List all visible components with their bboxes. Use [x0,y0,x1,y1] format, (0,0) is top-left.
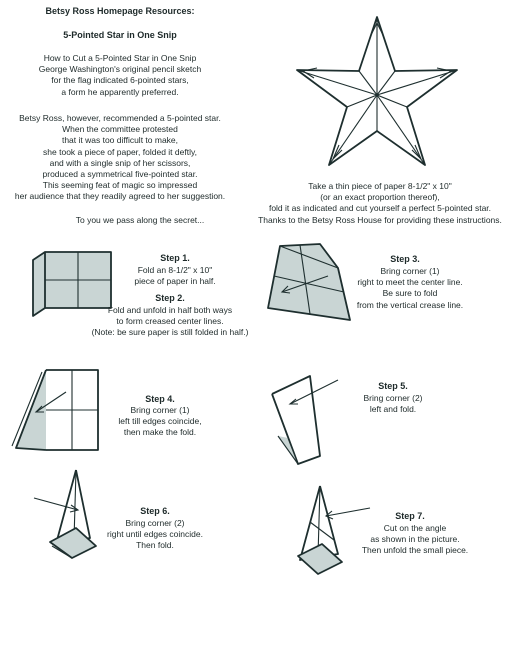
fold-diagram-5 [268,372,348,472]
step-7-text: Cut on the angle as shown in the picture. Then unfold the small piece. [361,523,469,556]
step-5-title: Step 5. [378,381,408,391]
step-3-text: Bring corner (1) right to meet the center line. Be sure to fold from the vertical crease line. [356,266,464,310]
intro-paragraph-3: To you we pass along the secret... [75,215,205,225]
step-7-title: Step 7. [395,511,425,521]
page-subtitle: 5-Pointed Star in One Snip [63,30,177,40]
step-6-title: Step 6. [140,506,170,516]
step-2-title: Step 2. [155,293,185,303]
step-6-text: Bring corner (2) right until edges coincide. Then fold. [107,518,203,551]
page-title: Betsy Ross Homepage Resources: [45,6,195,16]
step-5-text: Bring corner (2) left and fold. [363,393,423,415]
step-4-text: Bring corner (1) left till edges coincide, then make the fold. [118,405,202,438]
step-4-title: Step 4. [145,394,175,404]
step-1-title: Step 1. [160,253,190,263]
step-3-title: Step 3. [390,254,420,264]
intro-paragraph-1: How to Cut a 5-Pointed Star in One Snip George Washington's original pencil sketch for the flag indicated 6-pointed stars, a form he apparently preferred. [38,53,202,97]
step-2-text: Fold and unfold in half both ways to form creased center lines. (Note: be sure paper is still folded in half.) [91,305,249,338]
intro-paragraph-2: Betsy Ross, however, recommended a 5-pointed star. When the committee protested that it was too difficult to make, she took a piece of paper, folded it deftly, and with a single snip of her scissors, produced a symmetrical five-pointed star. This seeming feat of magic so impressed her audience that they readily agreed to her suggestion. [14,113,226,202]
instructions-text: Take a thin piece of paper 8-1/2" x 10" (or an exact proportion thereof), fold it as indicated and cut yourself a perfect 5-pointed star. Thanks to the Betsy Ross House for providing these instructions. [258,181,502,225]
star-illustration [290,10,490,190]
fold-diagram-4 [8,366,103,456]
step-1-text: Fold an 8-1/2" x 10" piece of paper in half. [134,265,216,287]
